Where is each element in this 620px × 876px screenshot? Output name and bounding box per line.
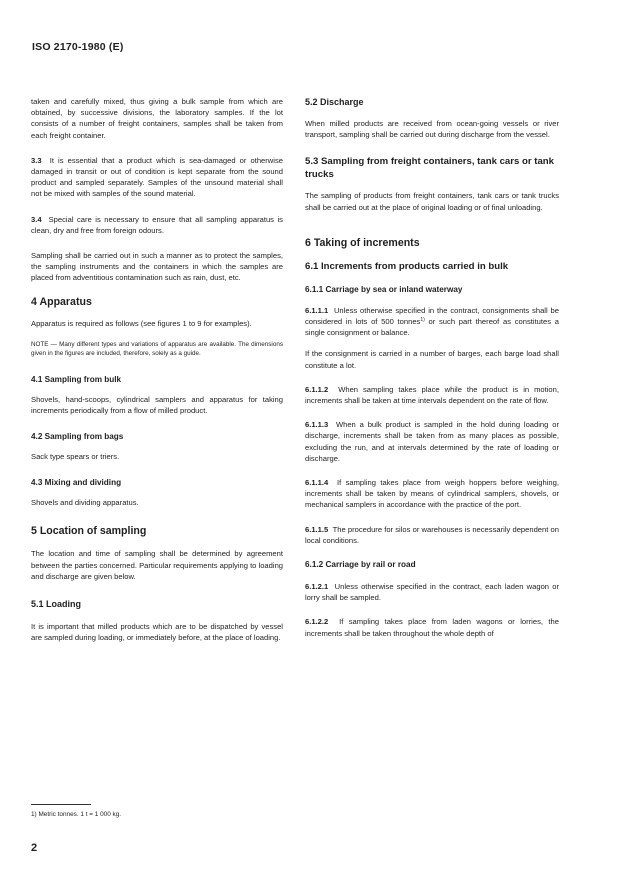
clause-text: It is essential that a product which is sea-damaged or otherwise damaged in transit or out of condition is kept separate from the sound product and sampled separately. Samples of the unsound material shall not be mixed with samples of the sound material.	[31, 155, 283, 199]
clause-6-1-1-1	[305, 305, 559, 339]
heading-5-location: 5 Location of sampling	[31, 525, 147, 538]
paragraph-apparatus: Apparatus is required as follows (see figures 1 to 9 for examples).	[31, 318, 252, 328]
clause-6-1-1-5	[305, 524, 559, 546]
clause-number: 6.1.2.2	[305, 617, 329, 627]
heading-4-apparatus: 4 Apparatus	[31, 295, 92, 308]
note-apparatus: NOTE — Many different types and variations of apparatus are available. The dimensions given in the figures are included, therefore, solely as a guide.	[31, 340, 283, 358]
clause-text: Unless otherwise specified in the contract, consignments shall be considered in lots of 500 tonnes	[305, 305, 559, 327]
clause-6-1-2-2	[305, 616, 559, 638]
footnote-reference: 1)	[420, 317, 425, 324]
clause-number: 3.4	[31, 214, 42, 224]
heading-6-1: 6.1 Increments from products carried in bulk	[305, 260, 509, 272]
footnote-divider	[31, 804, 91, 805]
page-number: 2	[31, 842, 38, 854]
heading-5-1: 5.1 Loading	[31, 599, 82, 610]
clause-number: 3.3	[31, 155, 42, 165]
paragraph-continued: taken and carefully mixed, thus giving a bulk sample from which are obtained, by successive divisions, the laboratory samples. If the lot consists of a number of freight containers, samples shall be taken from each freight container.	[31, 97, 283, 140]
paragraph-4-3: Shovels and dividing apparatus.	[31, 498, 139, 508]
paragraph-5-2: When milled products are received from ocean-going vessels or river transport, sampling shall be carried out during discharge from the vessel.	[305, 119, 559, 140]
paragraph-4-1: Shovels, hand-scoops, cylindrical samplers and apparatus for taking increments periodically from a flow of milled product.	[31, 394, 283, 415]
heading-6-1-1: 6.1.1 Carriage by sea or inland waterway	[305, 284, 463, 294]
paragraph-5: The location and time of sampling shall be determined by agreement between the parties concerned. Particular requirements applying to loading and discharge are given below.	[31, 549, 284, 581]
paragraph-5-1: It is important that milled products which are to be dispatched by vessel are sampled during loading, or immediately before, at the place of loading.	[31, 622, 283, 643]
right-column	[305, 96, 559, 639]
clause-text: If sampling takes place from laden wagons or lorries, the increments shall be taken throughout the whole depth of	[305, 617, 559, 638]
clause-6-1-2-1	[305, 581, 559, 603]
paragraph-barges: If the consignment is carried in a number of barges, each barge load shall constitute a lot.	[305, 349, 559, 370]
clause-text: The procedure for silos or warehouses is necessarily dependent on local conditions.	[305, 524, 559, 545]
heading-6-1-2: 6.1.2 Carriage by rail or road	[305, 560, 416, 570]
clause-number: 6.1.2.1	[305, 582, 329, 592]
paragraph-5-3: The sampling of products from freight containers, tank cars or tank trucks shall be carried out at the place of original loading or of final unloading.	[305, 191, 559, 212]
heading-4-2: 4.2 Sampling from bags	[31, 432, 124, 442]
heading-4-3: 4.3 Mixing and dividing	[31, 478, 122, 488]
paragraph-sampling: Sampling shall be carried out in such a manner as to protect the samples, the sampling instruments and the containers in which the samples are placed from adventitious contamination such as rain, dust, etc.	[31, 251, 283, 283]
heading-4-1: 4.1 Sampling from bulk	[31, 374, 122, 384]
clause-3-4	[31, 214, 283, 236]
clause-6-1-1-2	[305, 384, 559, 406]
heading-5-3: 5.3 Sampling from freight containers, tank cars or tank trucks	[305, 156, 554, 181]
clause-6-1-1-4	[305, 477, 559, 511]
clause-number: 6.1.1.2	[305, 384, 329, 394]
document-header: ISO 2170-1980 (E)	[32, 41, 124, 53]
footnote: 1) Metric tonnes. 1 t = 1 000 kg.	[31, 811, 122, 818]
left-column	[31, 96, 283, 643]
clause-number: 6.1.1.1	[305, 305, 329, 315]
clause-text: When a bulk product is sampled in the hold during loading or discharge, increments shall be taken from as many places as possible, excluding the run, and at intervals determined by the rate of loading or discharge.	[305, 420, 559, 463]
paragraph-4-2: Sack type spears or triers.	[31, 452, 120, 462]
heading-5-2: 5.2 Discharge	[305, 97, 364, 107]
clause-text: Unless otherwise specified in the contract, each laden wagon or lorry shall be sampled.	[305, 582, 559, 603]
clause-number: 6.1.1.4	[305, 478, 329, 488]
clause-number: 6.1.1.5	[305, 524, 329, 534]
clause-text: If sampling takes place from weigh hoppers before weighing, increments shall be taken by means of cylindrical samplers, shovels, or mechanical samplers in accordance with the practice of the port.	[305, 478, 559, 510]
clause-6-1-1-3	[305, 419, 559, 464]
heading-6-taking-increments: 6 Taking of increments	[305, 236, 420, 249]
clause-text-continued: or such part thereof as constitutes a single consignment or balance.	[305, 317, 559, 338]
clause-text: When sampling takes place while the product is in motion, increments shall be taken at time intervals dependent on the rate of flow.	[305, 384, 559, 406]
clause-3-3	[31, 155, 283, 200]
clause-text: Special care is necessary to ensure that all sampling apparatus is clean, dry and free from foreign odours.	[31, 214, 283, 235]
clause-number: 6.1.1.3	[305, 420, 329, 430]
